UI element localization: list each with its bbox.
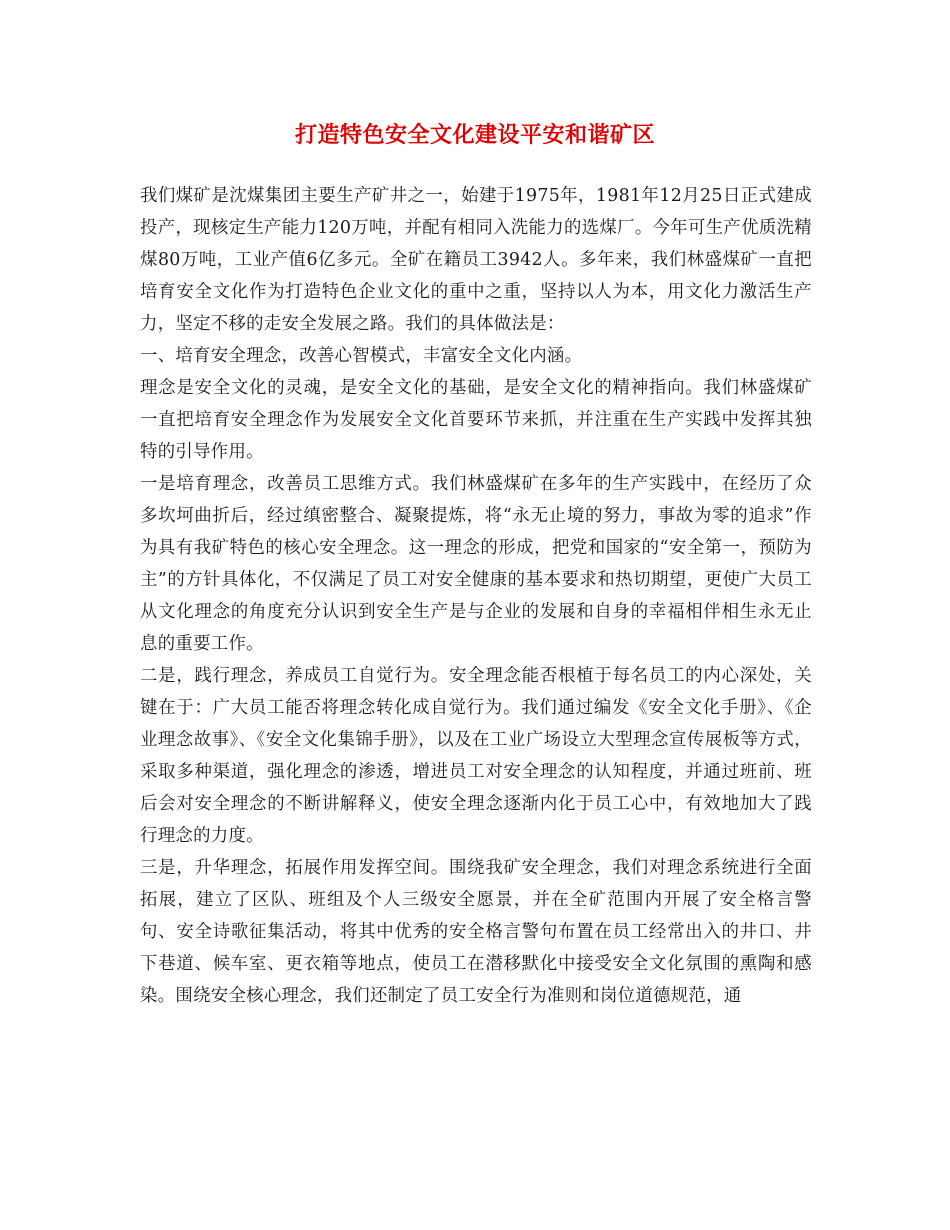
paragraph-section-heading-1: 一、培育安全理念，改善心智模式，丰富安全文化内涵。 (140, 346, 583, 366)
document-body (140, 180, 812, 1012)
document-title: 打造特色安全文化建设平安和谐矿区 (294, 122, 655, 148)
paragraph-concept: 理念是安全文化的灵魂，是安全文化的基础，是安全文化的精神指向。我们林盛煤矿一直把培育安全理念作为发展安全文化首要环节来抓，并注重在生产实践中发挥其独特的引导作用。 (140, 378, 812, 462)
paragraph-point-3: 三是，升华理念，拓展作用发挥空间。围绕我矿安全理念，我们对理念系统进行全面拓展，建立了区队、班组及个人三级安全愿景，并在全矿范围内开展了安全格言警句、安全诗歌征集活动，将其中优秀的安全格言警句布置在员工经常出入的井口、井下巷道、候车室、更衣箱等地点，使员工在潜移默化中接受安全文化氛围的熏陶和感染。围绕安全核心理念，我们还制定了员工安全行为准则和岗位道德规范，通 (140, 858, 812, 1006)
paragraph-intro: 我们煤矿是沈煤集团主要生产矿井之一，始建于1975年，1981年12月25日正式建成投产，现核定生产能力120万吨，并配有相同入洗能力的选煤厂。今年可生产优质洗精煤80万吨，工业产值6亿多元。全矿在籍员工3942人。多年来，我们林盛煤矿一直把培育安全文化作为打造特色企业文化的重中之重，坚持以人为本，用文化力激活生产力，坚定不移的走安全发展之路。我们的具体做法是： (140, 186, 812, 334)
paragraph-point-2: 二是，践行理念，养成员工自觉行为。安全理念能否根植于每名员工的内心深处，关键在于：广大员工能否将理念转化成自觉行为。我们通过编发《安全文化手册》、《企业理念故事》、《安全文化集锦手册》，以及在工业广场设立大型理念宣传展板等方式，采取多种渠道，强化理念的渗透，增进员工对安全理念的认知程度，并通过班前、班后会对安全理念的不断讲解释义，使安全理念逐渐内化于员工心中，有效地加大了践行理念的力度。 (140, 666, 812, 846)
paragraph-point-1: 一是培育理念，改善员工思维方式。我们林盛煤矿在多年的生产实践中，在经历了众多坎坷曲折后，经过缜密整合、凝聚提炼，将“永无止境的努力，事故为零的追求”作为具有我矿特色的核心安全理念。这一理念的形成，把党和国家的“安全第一，预防为主”的方针具体化，不仅满足了员工对安全健康的基本要求和热切期望，更使广大员工从文化理念的角度充分认识到安全生产是与企业的发展和自身的幸福相伴相生永无止息的重要工作。 (140, 474, 812, 654)
